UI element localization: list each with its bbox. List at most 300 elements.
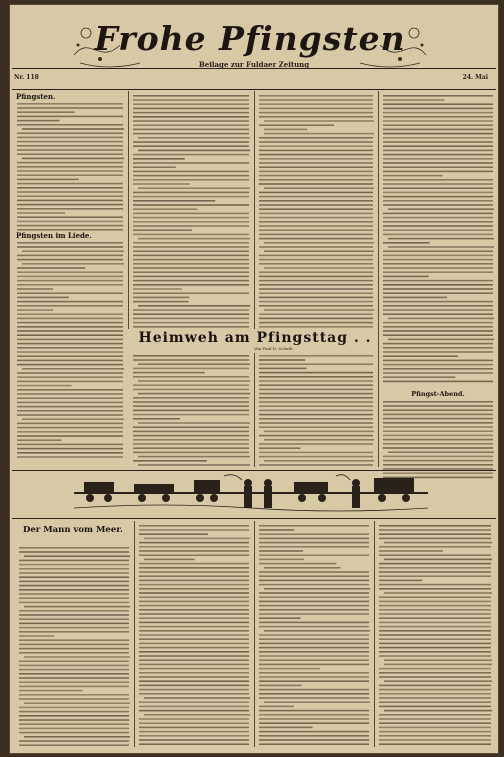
text-line — [133, 418, 180, 420]
text-line — [139, 563, 249, 565]
text-lines — [138, 523, 250, 747]
text-line — [379, 727, 491, 729]
text-line — [133, 389, 249, 391]
text-line — [383, 376, 455, 378]
text-line — [19, 602, 129, 604]
text-line — [259, 672, 369, 674]
text-line — [259, 613, 369, 615]
text-line — [17, 376, 123, 378]
text-line — [259, 355, 373, 357]
text-line — [139, 622, 249, 624]
article-byline-heimweh: Von Paul D. Schuth — [254, 346, 293, 351]
text-line — [144, 697, 250, 699]
text-line — [17, 351, 123, 353]
text-line — [17, 397, 123, 399]
text-line — [259, 464, 373, 466]
text-line — [19, 631, 129, 633]
text-line — [264, 267, 374, 269]
text-line — [17, 136, 123, 138]
text-line — [19, 732, 129, 734]
text-line — [17, 254, 123, 256]
text-line — [19, 707, 129, 709]
text-line — [379, 529, 491, 531]
text-line — [133, 204, 249, 206]
text-line — [17, 393, 123, 395]
text-line — [259, 95, 373, 97]
text-line — [383, 129, 493, 131]
text-line — [133, 443, 249, 445]
text-line — [379, 693, 491, 695]
text-line — [259, 192, 373, 194]
text-line — [264, 250, 374, 252]
text-line — [22, 263, 124, 265]
text-line — [133, 426, 249, 428]
article-title-pfingsten: Pfingsten. — [16, 93, 56, 101]
text-line — [259, 634, 369, 636]
text-line — [383, 225, 493, 227]
text-line — [133, 162, 249, 164]
text-line — [264, 460, 374, 462]
text-line — [259, 722, 369, 724]
text-line — [19, 639, 129, 641]
text-line — [259, 622, 369, 624]
text-line — [259, 359, 305, 361]
text-line — [17, 275, 123, 277]
text-line — [259, 647, 369, 649]
text-line — [259, 680, 369, 682]
text-line — [17, 347, 123, 349]
text-line — [259, 668, 320, 670]
text-line — [17, 242, 123, 244]
text-line — [259, 727, 313, 729]
text-line — [19, 610, 129, 612]
text-line — [17, 380, 123, 382]
column-divider — [134, 521, 135, 747]
text-line — [17, 385, 72, 387]
text-line — [388, 339, 494, 341]
text-line — [133, 301, 189, 303]
text-line — [383, 221, 493, 223]
text-line — [19, 690, 82, 692]
text-line — [259, 162, 373, 164]
text-line — [264, 439, 374, 441]
text-line — [138, 150, 250, 152]
text-line — [383, 242, 430, 244]
text-line — [379, 701, 491, 703]
text-line — [133, 284, 249, 286]
text-line — [139, 701, 249, 703]
text-line — [383, 430, 493, 432]
text-line — [383, 158, 493, 160]
text-line — [259, 718, 369, 720]
text-line — [17, 414, 123, 416]
text-line — [383, 326, 493, 328]
text-line — [259, 410, 373, 412]
text-line — [388, 451, 494, 453]
text-line — [17, 326, 123, 328]
text-line — [259, 380, 373, 382]
text-line — [259, 580, 369, 582]
text-lines — [258, 93, 374, 329]
text-line — [383, 250, 493, 252]
text-line — [388, 318, 494, 320]
column-divider — [378, 91, 379, 467]
text-line — [383, 435, 493, 437]
text-line — [379, 584, 491, 586]
text-line — [17, 456, 123, 458]
text-line — [139, 592, 249, 594]
text-line — [259, 196, 373, 198]
text-line — [379, 601, 491, 603]
section-rule — [12, 470, 496, 471]
column-4 — [382, 93, 494, 385]
text-line — [19, 618, 129, 620]
text-line — [259, 609, 369, 611]
text-line — [259, 743, 369, 745]
text-line — [384, 710, 492, 712]
text-line — [383, 443, 493, 445]
text-line — [379, 563, 491, 565]
text-line — [17, 284, 123, 286]
text-line — [133, 318, 249, 320]
text-line — [133, 221, 249, 223]
text-line — [259, 318, 373, 320]
text-line — [19, 665, 129, 667]
text-line — [383, 137, 493, 139]
text-line — [139, 727, 249, 729]
text-line — [17, 140, 123, 142]
text-line — [17, 259, 123, 261]
text-line — [264, 120, 374, 122]
text-line — [133, 313, 249, 315]
text-line — [133, 452, 249, 454]
text-line — [17, 149, 123, 151]
text-line — [17, 170, 123, 172]
text-line — [17, 317, 123, 319]
text-line — [17, 422, 123, 424]
text-line — [383, 414, 493, 416]
text-line — [17, 115, 123, 117]
text-line — [379, 634, 491, 636]
text-line — [19, 551, 129, 553]
text-line — [384, 680, 492, 682]
text-line — [383, 276, 429, 278]
text-line — [259, 103, 373, 105]
text-line — [383, 322, 493, 324]
text-line — [383, 229, 493, 231]
text-line — [19, 669, 129, 671]
text-line — [383, 171, 493, 173]
text-line — [384, 542, 492, 544]
text-line — [139, 575, 249, 577]
text-line — [19, 576, 129, 578]
text-line — [383, 426, 493, 428]
text-line — [259, 525, 369, 527]
masthead-title: Frohe Pfingsten — [94, 19, 406, 58]
text-line — [22, 368, 124, 370]
text-line — [259, 447, 301, 449]
text-line — [264, 309, 374, 311]
text-line — [379, 697, 491, 699]
text-line — [139, 647, 249, 649]
text-line — [264, 129, 307, 131]
text-line — [259, 397, 373, 399]
text-line — [383, 297, 447, 299]
text-line — [383, 405, 493, 407]
text-line — [259, 326, 373, 328]
text-line — [144, 559, 194, 561]
text-line — [383, 360, 493, 362]
text-line — [383, 347, 493, 349]
text-line — [259, 225, 373, 227]
text-line — [17, 334, 123, 336]
text-line — [133, 372, 205, 374]
text-line — [133, 213, 249, 215]
text-line — [259, 141, 373, 143]
text-line — [144, 714, 250, 716]
text-line — [259, 739, 369, 741]
text-line — [383, 141, 493, 143]
text-line — [259, 601, 369, 603]
text-line — [259, 255, 373, 257]
text-line — [17, 132, 123, 134]
text-line — [259, 710, 369, 712]
text-line — [133, 309, 249, 311]
text-line — [383, 351, 493, 353]
text-line — [138, 137, 250, 139]
text-line — [379, 735, 491, 737]
text-line — [383, 124, 493, 126]
text-line — [17, 452, 123, 454]
text-line — [133, 99, 249, 101]
text-line — [133, 196, 249, 198]
text-line — [383, 309, 493, 311]
text-line — [379, 538, 491, 540]
text-line — [133, 435, 249, 437]
text-line — [259, 626, 369, 628]
text-line — [19, 728, 129, 730]
text-line — [24, 736, 130, 738]
text-line — [17, 178, 79, 180]
text-line — [139, 630, 249, 632]
text-line — [139, 584, 249, 586]
text-line — [383, 179, 493, 181]
text-line — [19, 715, 129, 717]
text-line — [383, 334, 493, 336]
text-line — [19, 744, 129, 746]
text-line — [19, 568, 129, 570]
text-line — [19, 644, 129, 646]
text-line — [383, 103, 493, 105]
text-line — [259, 706, 294, 708]
text-line — [383, 288, 493, 290]
text-line — [17, 435, 123, 437]
text-line — [133, 179, 249, 181]
text-line — [17, 296, 69, 298]
text-line — [259, 171, 373, 173]
article-title-heimweh: Heimweh am Pfingsttag . . — [138, 330, 372, 346]
text-line — [259, 363, 373, 365]
text-line — [19, 673, 129, 675]
text-line — [379, 643, 491, 645]
text-line — [259, 405, 373, 407]
text-line — [264, 630, 370, 632]
text-line — [133, 255, 249, 257]
text-line — [259, 697, 369, 699]
text-line — [259, 116, 373, 118]
issue-date: 24. Mai — [462, 74, 488, 81]
text-line — [133, 242, 249, 244]
text-line — [139, 664, 249, 666]
text-line — [19, 677, 129, 679]
text-line — [138, 363, 250, 365]
text-line — [133, 431, 249, 433]
text-line — [139, 735, 249, 737]
text-line — [133, 259, 249, 261]
text-line — [22, 250, 124, 252]
text-line — [139, 567, 249, 569]
text-line — [133, 405, 249, 407]
text-line — [259, 213, 373, 215]
text-line — [259, 175, 373, 177]
text-line — [264, 701, 370, 703]
text-line — [259, 280, 373, 282]
text-line — [259, 714, 369, 716]
text-line — [259, 229, 373, 231]
text-line — [139, 580, 249, 582]
text-line — [259, 643, 369, 645]
text-line — [259, 422, 373, 424]
text-line — [259, 418, 373, 420]
text-line — [379, 706, 491, 708]
text-line — [379, 739, 491, 741]
text-line — [259, 297, 373, 299]
text-line — [139, 554, 249, 556]
text-line — [379, 554, 491, 556]
text-line — [379, 743, 491, 745]
text-line — [133, 376, 249, 378]
text-line — [139, 718, 249, 720]
text-line — [259, 208, 373, 210]
text-line — [24, 555, 130, 557]
text-line — [138, 422, 250, 424]
text-line — [383, 460, 493, 462]
text-line — [17, 195, 123, 197]
heimweh-column-1 — [132, 353, 250, 467]
text-line — [139, 685, 249, 687]
text-line — [384, 592, 492, 594]
text-line — [379, 685, 491, 687]
text-line — [17, 187, 123, 189]
text-line — [17, 401, 123, 403]
text-line — [19, 740, 129, 742]
text-line — [259, 426, 373, 428]
text-line — [383, 263, 493, 265]
text-line — [17, 271, 123, 273]
text-line — [383, 217, 493, 219]
text-line — [259, 617, 300, 619]
text-line — [379, 647, 491, 649]
text-line — [259, 559, 304, 561]
text-line — [259, 246, 373, 248]
text-line — [133, 384, 249, 386]
text-line — [139, 668, 249, 670]
text-line — [19, 723, 129, 725]
text-line — [17, 267, 85, 269]
text-line — [133, 200, 215, 202]
text-line — [259, 154, 373, 156]
newspaper-page — [10, 5, 498, 753]
text-line — [19, 593, 129, 595]
text-lines — [16, 101, 124, 231]
text-line — [259, 234, 373, 236]
text-line — [19, 648, 129, 650]
text-line — [383, 422, 493, 424]
text-line — [17, 292, 123, 294]
text-line — [133, 326, 249, 328]
text-line — [379, 672, 491, 674]
text-line — [259, 145, 373, 147]
text-line — [139, 609, 249, 611]
text-line — [383, 120, 493, 122]
text-line — [379, 575, 491, 577]
lower-column-2 — [138, 523, 250, 747]
text-line — [17, 427, 123, 429]
text-line — [133, 368, 249, 370]
text-line — [379, 630, 491, 632]
text-line — [259, 137, 373, 139]
text-line — [259, 108, 373, 110]
text-lines — [382, 93, 494, 385]
text-line — [383, 166, 493, 168]
text-line — [133, 120, 249, 122]
text-line — [17, 313, 123, 315]
text-line — [383, 133, 493, 135]
text-line — [19, 635, 54, 637]
text-line — [139, 680, 249, 682]
text-line — [17, 439, 61, 441]
text-line — [264, 242, 374, 244]
text-line — [259, 200, 373, 202]
text-line — [379, 588, 491, 590]
text-line — [17, 330, 123, 332]
text-line — [17, 119, 60, 121]
text-line — [133, 280, 249, 282]
text-line — [384, 559, 492, 561]
text-line — [133, 124, 249, 126]
text-line — [133, 154, 249, 156]
text-line — [379, 722, 491, 724]
text-lines — [16, 240, 124, 460]
text-line — [133, 460, 207, 462]
text-line — [259, 592, 369, 594]
text-line — [259, 550, 303, 552]
text-line — [259, 655, 369, 657]
text-line — [17, 208, 123, 210]
text-line — [24, 656, 130, 658]
text-line — [139, 529, 249, 531]
text-line — [19, 585, 129, 587]
text-line — [259, 414, 373, 416]
text-line — [139, 743, 249, 745]
column-divider — [128, 91, 129, 329]
text-line — [133, 116, 249, 118]
text-line — [259, 533, 369, 535]
text-lines — [258, 523, 370, 747]
text-line — [133, 397, 249, 399]
lower-column-4 — [378, 523, 492, 747]
text-line — [133, 263, 249, 265]
